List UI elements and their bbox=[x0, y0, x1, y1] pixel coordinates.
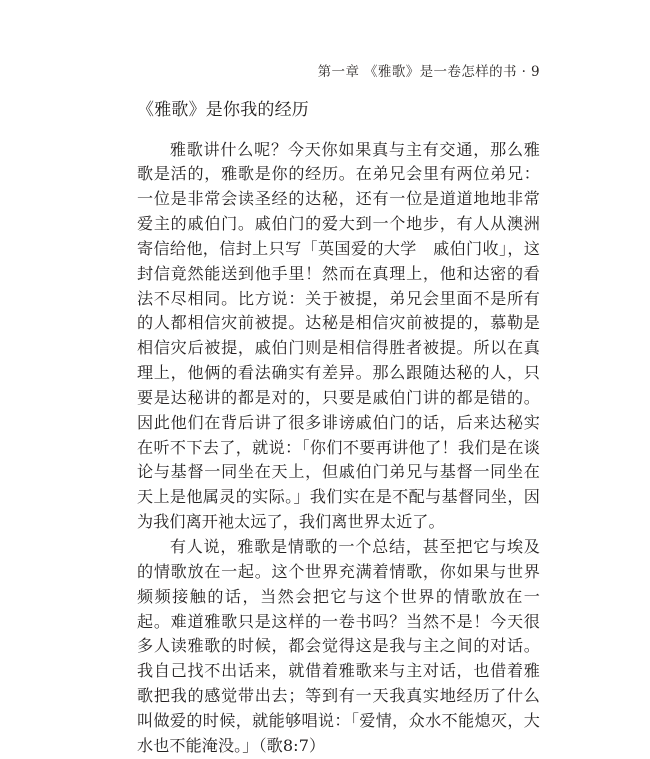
paragraph-text: 雅歌讲什么呢？今天你如果真与主有交通，那么雅歌是活的，雅歌是你的经历。在弟兄会里有两位弟兄：一位是非常会读圣经的达秘，还有一位是道道地地非常爱主的戚伯门。戚伯门的爱大到一个地步，有人从澳洲寄信给他，信封上只写「英国爱的大学 戚伯门收」，这封信竟然能送到他手里！然而在真理上，他和达密的看法不尽相同。比方说：关于被提，弟兄会里面不是所有的人都相信灾前被提。达秘是相信灾前被提的，慕勒是相信灾后被提，戚伯门则是相信得胜者被提。所以在真理上，他俩的看法确实有差异。那么跟随达秘的人，只要是达秘讲的都是对的，只要是戚伯门讲的都是错的。因此他们在背后讲了很多诽谤戚伯门的话，后来达秘实在听不下去了，就说：「你们不要再讲他了！我们是在谈论与基督一同坐在天上，但戚伯门弟兄与基督一同坐在天上是他属灵的实际。」我们实在是不配与基督同坐，因为我们离开祂太远了，我们离世界太近了。 bbox=[137, 139, 540, 532]
body-paragraph bbox=[137, 535, 540, 759]
running-head: 第一章 《雅歌》是一卷怎样的书 · 9 bbox=[317, 64, 540, 80]
page-text-block bbox=[137, 98, 540, 759]
body-paragraph bbox=[137, 138, 540, 536]
section-heading: 《雅歌》是你我的经历 bbox=[137, 100, 309, 120]
paragraph-text: 有人说，雅歌是情歌的一个总结，甚至把它与埃及的情歌放在一起。这个世界充满着情歌，你如果与世界频频接触的话，当然会把它与这个世界的情歌放在一起。难道雅歌只是这样的一卷书吗？当然不是！今天很多人读雅歌的时候，都会觉得这是我与主之间的对话。我自己找不出话来，就借着雅歌来与主对话，也借着雅歌把我的感觉带出去；等到有一天我真实地经历了什么叫做爱的时候，就能够唱说：「爱情，众水不能熄灭，大水也不能淹没。」（歌8:7） bbox=[137, 537, 540, 755]
